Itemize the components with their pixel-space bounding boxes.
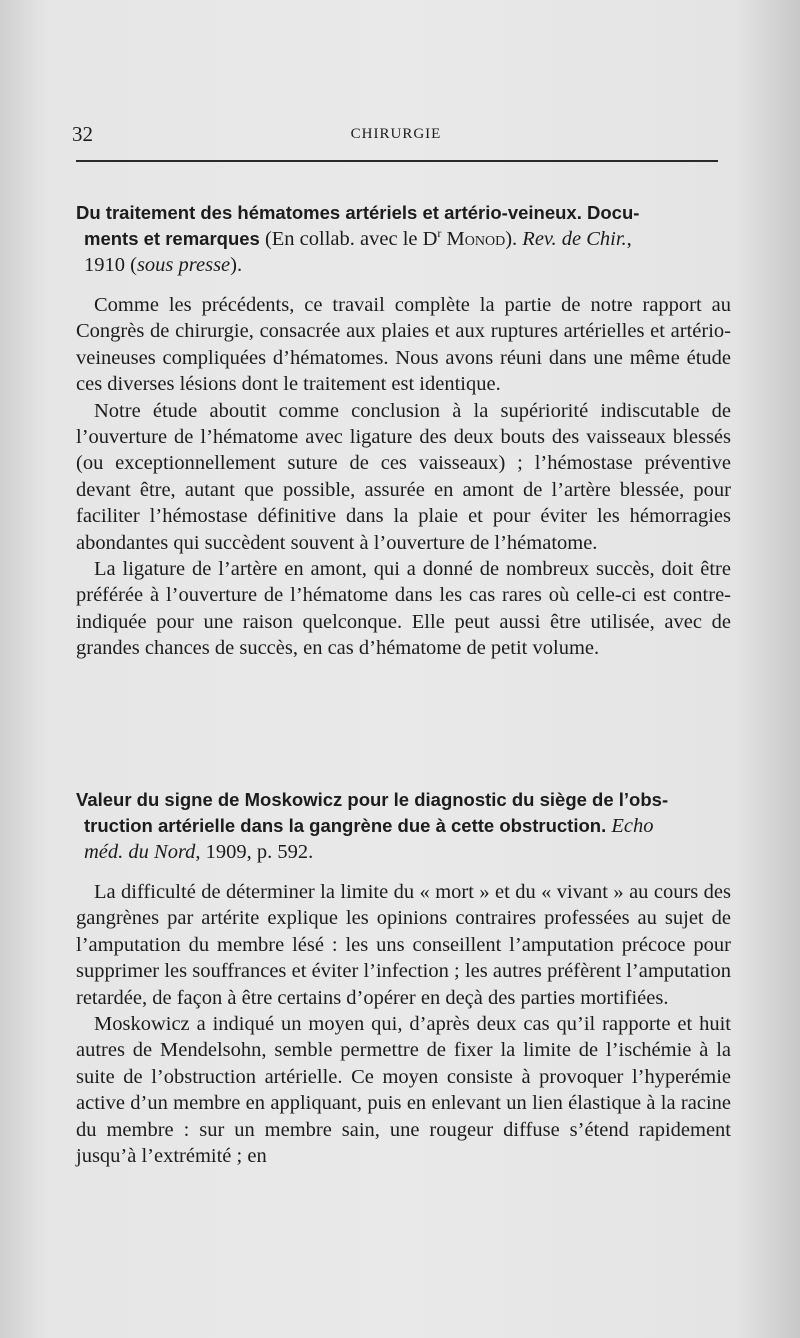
paragraph: Notre étude aboutit comme conclusion à la supériorité indiscutable de l’ouverture de l’hématome avec ligature des deux bouts des vaisseaux blessés (ou exceptionnellement suture de ces vaisseaux) ; l’hémostase préventive devant être, autant que possible, assurée en amont de l’artère blessée, pour faciliter l’hémostase définitive dans la plaie et pour éviter les hémorragies abondantes qui succèdent souvent à l’ouverture de l’hématome.	[76, 399, 731, 554]
title-text: ).	[230, 254, 243, 276]
title-bold: Du traitement des hématomes artériels et artério-veineux. Docu-	[76, 202, 640, 223]
title-continuation	[76, 813, 731, 865]
entry-title	[76, 787, 731, 865]
title-text: (En collab. avec le D	[259, 228, 438, 250]
title-superscript: r	[437, 226, 442, 241]
title-bold: ments et remarques	[84, 228, 260, 249]
page-header	[72, 122, 720, 152]
title-text: ,	[626, 228, 632, 250]
entry-moskowicz	[76, 787, 731, 1169]
title-text: ).	[505, 228, 523, 250]
entry-hematomes	[76, 200, 731, 662]
paragraph: Comme les précédents, ce travail complète la partie de notre rapport au Congrès de chirurgie, consacrée aux plaies et aux ruptures artérielles et artério-veineuses compliquées d’hématomes. Nous avons réuni dans une même étude ces diverses lésions dont le traitement est identique.	[76, 294, 731, 396]
paragraph: La difficulté de déterminer la limite du « mort » et du « vivant » au cours des gangrènes par artérite explique les opinions contraires professées au sujet de l’amputation du membre lésé : les uns conseillent l’amputation précoce pour supprimer les souffrances et éviter l’infection ; les autres préfèrent l’amputation retardée, de façon à être certains d’opérer en deçà des parties mortifiées.	[76, 881, 731, 1009]
title-year: 1910 (	[84, 254, 137, 276]
publication-status: sous presse	[136, 254, 231, 276]
running-title: CHIRURGIE	[350, 126, 442, 142]
author-name: Monod	[441, 228, 506, 250]
title-bold: Valeur du signe de Moskowicz pour le diagnostic du siège de l’obs-	[76, 789, 669, 810]
paragraph: La ligature de l’artère en amont, qui a donné de nombreux succès, doit être préférée à l’ouverture de l’hématome dans les cas rares où celle-ci est contre-indiquée pour une raison quelconque. Elle peut aussi être utilisée, avec de grandes chances de succès, en cas d’hématome de petit volume.	[76, 558, 731, 660]
journal-name: Echo	[606, 815, 654, 837]
title-bold: truction artérielle dans la gangrène due à cette obstruction.	[84, 815, 607, 836]
journal-name: Rev. de Chir.	[522, 228, 627, 250]
title-continuation	[76, 226, 731, 278]
title-reference: , 1909, p. 592.	[195, 841, 314, 863]
entry-title	[76, 200, 731, 278]
page-number: 32	[72, 122, 93, 146]
paragraph: Moskowicz a indiqué un moyen qui, d’après deux cas qu’il rapporte et huit autres de Mendelsohn, semble permettre de fixer la limite de l’ischémie à la suite de l’obstruction artérielle. Ce moyen consiste à provoquer l’hyperémie active d’un membre en appliquant, puis en enlevant un lien élastique à la racine du membre : sur un membre sain, une rougeur diffuse s’étend rapidement jusqu’à l’extrémité ; en	[76, 1013, 731, 1168]
header-rule	[76, 160, 718, 162]
journal-name: méd. du Nord	[84, 841, 196, 863]
